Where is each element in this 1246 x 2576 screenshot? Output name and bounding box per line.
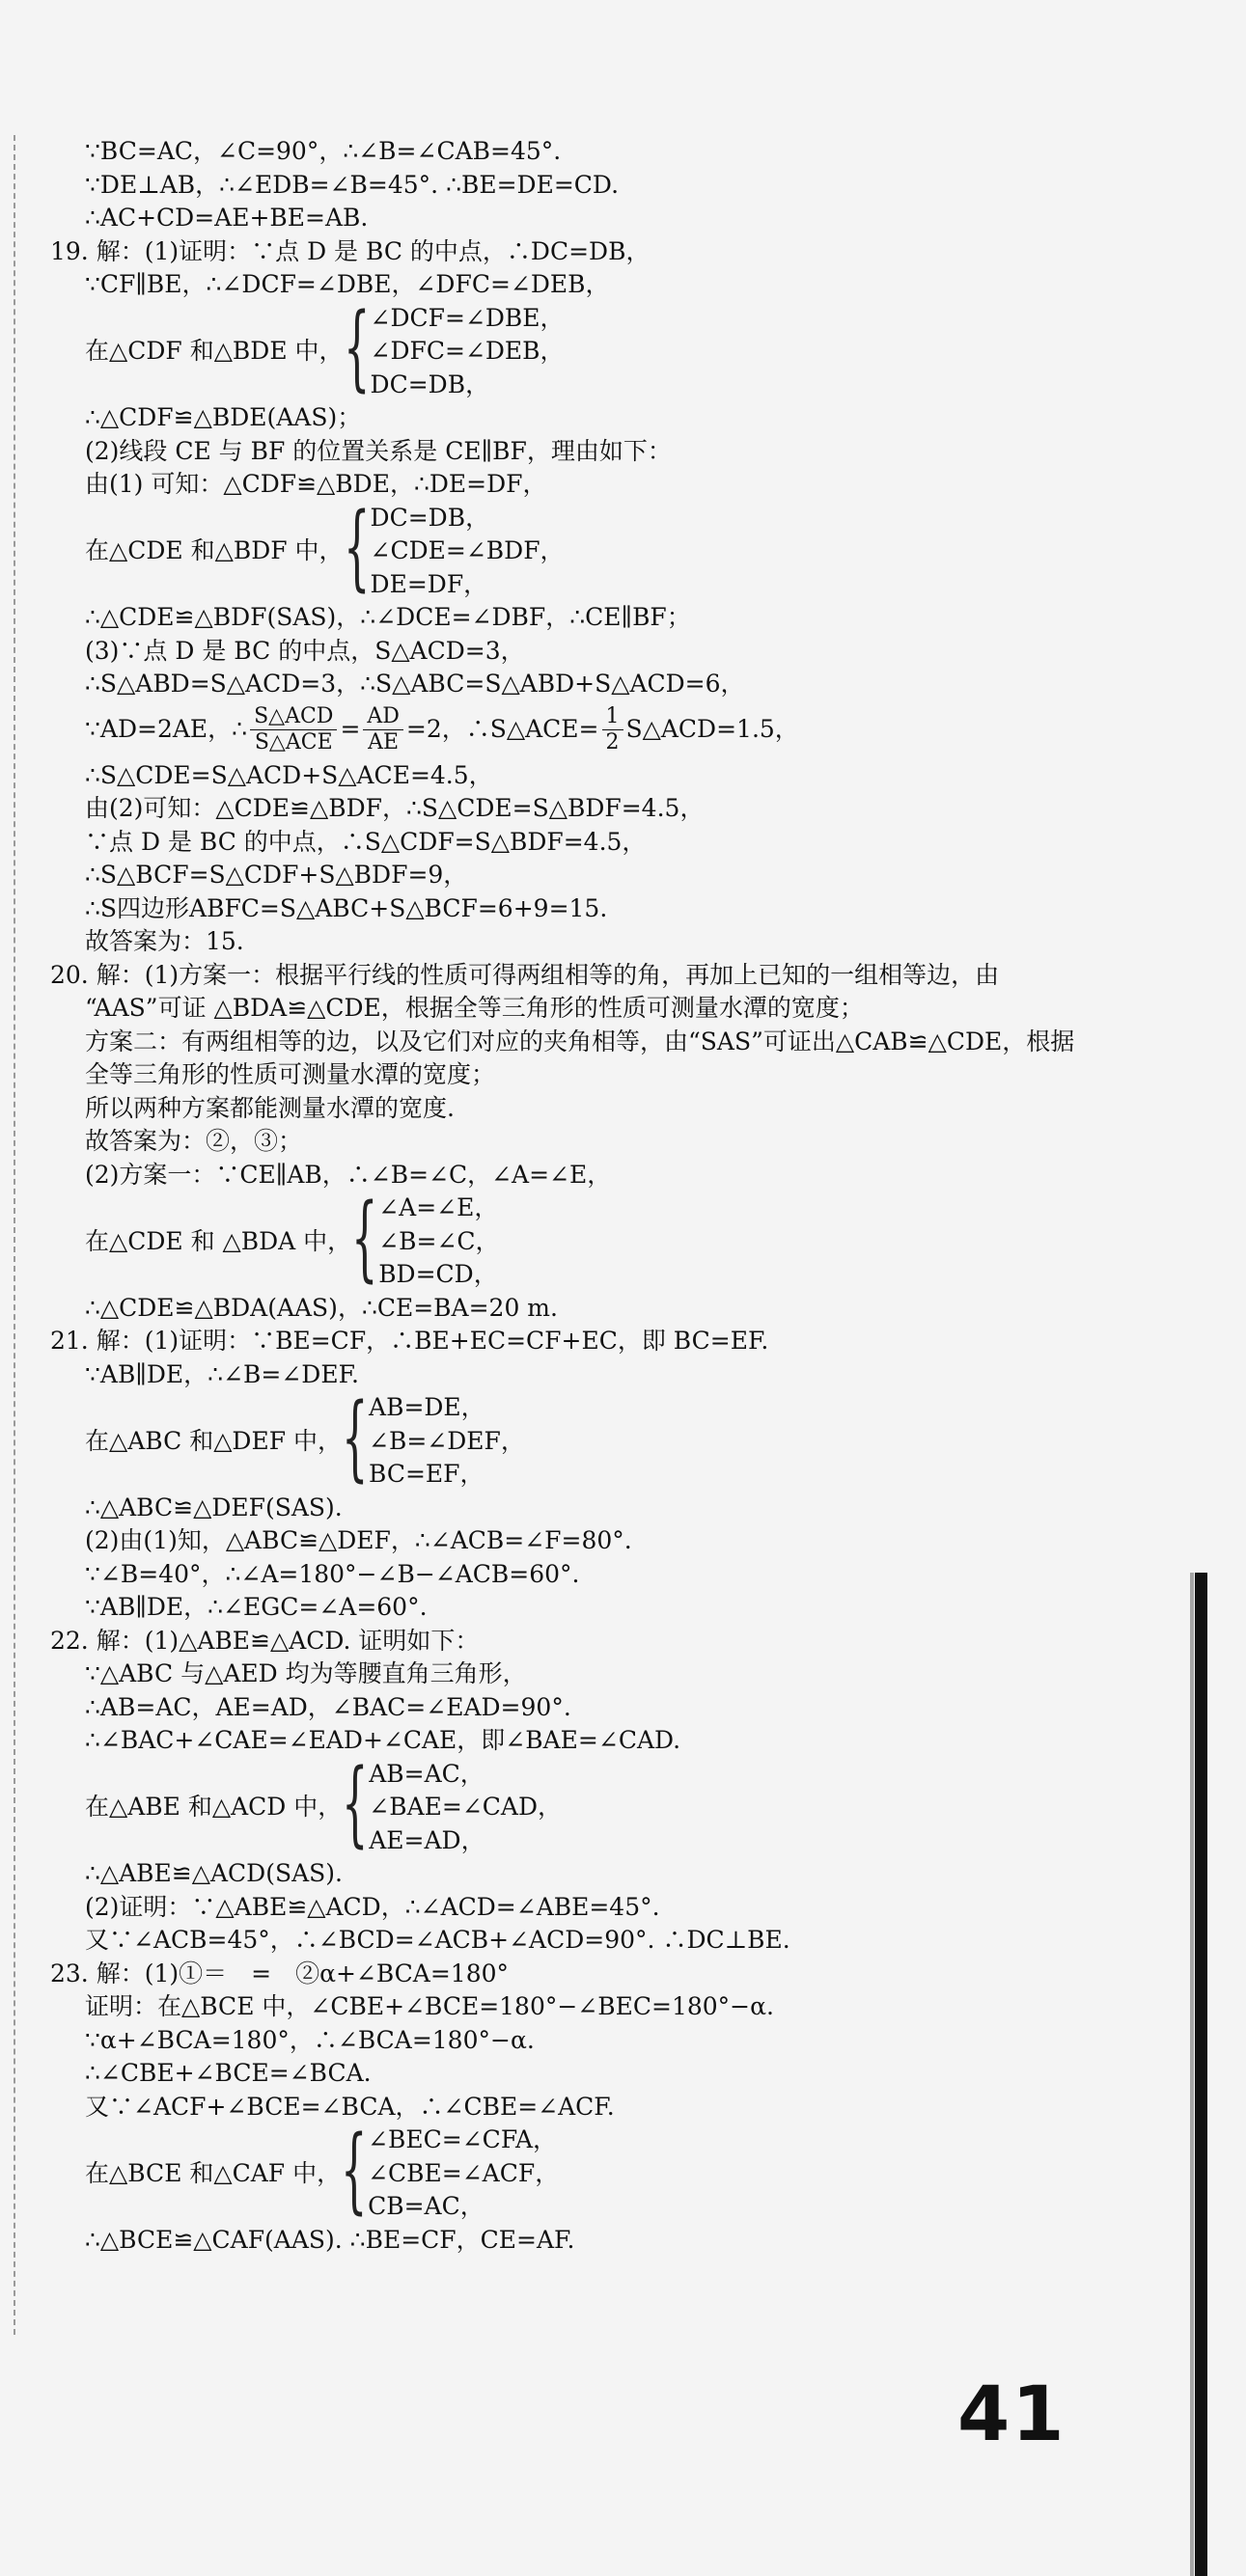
system-line: BD=CD，	[378, 1260, 498, 1288]
system-prefix: 在△BCE 和△CAF 中，	[85, 2158, 342, 2187]
text-line: ∵BC=AC，∠C=90°，∴∠B=∠CAB=45°.	[85, 137, 562, 165]
page-number: 41	[957, 2371, 1066, 2458]
brace-icon: {	[341, 2115, 368, 2224]
page-edge-shadow	[1190, 1573, 1194, 2576]
system-line: AB=AC，	[369, 1759, 485, 1788]
problem-19-heading: 19. 解：(1)证明：∵点 D 是 BC 的中点，∴DC=DB，	[50, 236, 651, 265]
text-line: (2)方案一：∵CE∥AB，∴∠B=∠C，∠A=∠E，	[85, 1160, 612, 1189]
brace-icon: {	[342, 1749, 369, 1858]
text-line: (2)证明：∵△ABE≌△ACD，∴∠ACD=∠ABE=45°.	[85, 1892, 660, 1921]
text-line: ∵CF∥BE，∴∠DCF=∠DBE，∠DFC=∠DEB，	[85, 270, 610, 298]
system-prefix: 在△CDE 和 △BDA 中，	[85, 1226, 352, 1255]
text-line: “AAS”可证 △BDA≌△CDE，根据全等三角形的性质可测量水潭的宽度；	[85, 994, 864, 1022]
system-line: DC=DB，	[370, 370, 490, 398]
text-line: 故答案为：②，③；	[85, 1127, 303, 1155]
system-line: ∠B=∠C，	[378, 1226, 500, 1255]
equation-system	[50, 493, 1170, 602]
equation-system	[50, 2115, 1170, 2224]
fraction-denominator: S△ACE	[254, 730, 333, 754]
system-line: ∠BAE=∠CAD，	[369, 1793, 562, 1821]
text-line: ∴S四边形ABFC=S△ABC+S△BCF=6+9=15.	[85, 893, 608, 922]
equation-system	[50, 293, 1170, 402]
fraction-denominator: 2	[605, 730, 620, 754]
text-line: ∵△ABC 与△AED 均为等腰直角三角形，	[85, 1659, 527, 1687]
fraction	[250, 704, 337, 755]
text-line: ∴S△ABD=S△ACD=3，∴S△ABC=S△ABD+S△ACD=6，	[85, 670, 745, 698]
text-line: ∴△CDE≌△BDA(AAS)，∴CE=BA=20 m.	[85, 1293, 558, 1322]
equation-system	[50, 1183, 1170, 1292]
problem-22-heading: 22. 解：(1)△ABE≌△ACD. 证明如下：	[50, 1626, 480, 1655]
fraction-denominator: AE	[368, 730, 400, 754]
solution-text	[50, 135, 1170, 2257]
fraction-line	[50, 701, 1170, 759]
text-line: 全等三角形的性质可测量水潭的宽度；	[85, 1060, 496, 1088]
text-line: ∴AB=AC，AE=AD，∠BAC=∠EAD=90°.	[85, 1692, 571, 1721]
problem-21-heading: 21. 解：(1)证明：∵BE=CF，∴BE+EC=CF+EC，即 BC=EF.	[50, 1327, 769, 1355]
fraction-numerator: AD	[363, 704, 403, 730]
system-line: ∠CBE=∠ACF，	[368, 2158, 560, 2187]
binding-dashed-line	[14, 135, 15, 2335]
system-line: ∠DCF=∠DBE，	[370, 303, 565, 332]
fraction-numerator: 1	[602, 704, 623, 730]
text-line: ∵AB∥DE，∴∠B=∠DEF.	[85, 1359, 359, 1388]
text-line: ∵DE⊥AB，∴∠EDB=∠B=45°. ∴BE=DE=CD.	[85, 170, 620, 199]
brace-icon: {	[343, 293, 371, 402]
brace-icon: {	[342, 1383, 369, 1492]
brace-icon: {	[343, 493, 371, 602]
system-prefix: 在△ABE 和△ACD 中，	[85, 1793, 343, 1821]
text-line: 所以两种方案都能测量水潭的宽度.	[85, 1093, 455, 1122]
system-line: ∠CDE=∠BDF，	[370, 536, 565, 564]
text-line: ∴△CDE≌△BDF(SAS)，∴∠DCE=∠DBF，∴CE∥BF；	[85, 603, 691, 631]
system-line: ∠DFC=∠DEB，	[370, 337, 565, 365]
system-line: ∠B=∠DEF，	[369, 1426, 525, 1455]
system-line: AE=AD，	[369, 1825, 485, 1854]
text-line: 证明：在△BCE 中，∠CBE+∠BCE=180°−∠BEC=180°−α.	[85, 1992, 774, 2020]
text-line: 由(1) 可知：△CDF≌△BDE，∴DE=DF，	[85, 470, 547, 498]
problem-23-heading: 23. 解：(1)①＝ = ②α+∠BCA=180°	[50, 1959, 510, 1987]
system-prefix: 在△CDF 和△BDE 中，	[85, 337, 344, 365]
text-line: 方案二：有两组相等的边，以及它们对应的夹角相等，由“SAS”可证出△CAB≌△CDE，根据	[85, 1027, 1075, 1055]
brace-icon: {	[351, 1183, 378, 1292]
text-line: 又∵∠ACB=45°，∴∠BCD=∠ACB+∠ACD=90°. ∴DC⊥BE.	[85, 1926, 790, 1954]
text-line: ∴AC+CD=AE+BE=AB.	[85, 204, 369, 232]
system-line: DC=DB，	[370, 503, 490, 532]
text-line: ∴△ABC≌△DEF(SAS).	[85, 1493, 343, 1521]
system-prefix: 在△ABC 和△DEF 中，	[85, 1426, 343, 1455]
system-prefix: 在△CDE 和△BDF 中，	[85, 536, 344, 564]
equation-system	[50, 1383, 1170, 1492]
system-line: BC=EF，	[369, 1460, 485, 1488]
text-line: 由(2)可知：△CDE≌△BDF，∴S△CDE=S△BDF=4.5，	[85, 794, 705, 822]
equals-sign: =	[340, 715, 361, 744]
text-line: 又∵∠ACF+∠BCE=∠BCA，∴∠CBE=∠ACF.	[85, 2092, 615, 2121]
text-line: ∴∠CBE+∠BCE=∠BCA.	[85, 2059, 372, 2087]
system-line: DE=DF，	[370, 569, 488, 598]
text-line: ∴∠BAC+∠CAE=∠EAD+∠CAE，即∠BAE=∠CAD.	[85, 1726, 681, 1754]
system-line: ∠A=∠E，	[378, 1193, 499, 1221]
page-edge-bar	[1195, 1573, 1207, 2576]
system-line: AB=DE，	[369, 1393, 485, 1421]
text-line: ∵∠B=40°，∴∠A=180°−∠B−∠ACB=60°.	[85, 1559, 580, 1588]
text-line: (2)线段 CE 与 BF 的位置关系是 CE∥BF，理由如下：	[85, 436, 672, 465]
fraction-middle: =2，∴S△ACE=	[405, 715, 599, 744]
text-line: ∵α+∠BCA=180°，∴∠BCA=180°−α.	[85, 2025, 535, 2054]
problem-20-heading: 20. 解：(1)方案一：根据平行线的性质可得两组相等的角，再加上已知的一组相等边，由	[50, 960, 1000, 989]
text-line: (2)由(1)知，△ABC≌△DEF，∴∠ACB=∠F=80°.	[85, 1526, 632, 1554]
text-line: ∵点 D 是 BC 的中点，∴S△CDF=S△BDF=4.5，	[85, 827, 647, 856]
fraction-numerator: S△ACD	[250, 704, 337, 730]
text-line: ∴△BCE≌△CAF(AAS). ∴BE=CF，CE=AF.	[85, 2225, 575, 2254]
text-line: ∴△ABE≌△ACD(SAS).	[85, 1859, 343, 1887]
text-line: ∴△CDF≌△BDE(AAS)；	[85, 403, 362, 431]
text-line: ∴S△BCF=S△CDF+S△BDF=9，	[85, 861, 468, 889]
fraction-suffix: S△ACD=1.5，	[625, 715, 799, 744]
system-line: ∠BEC=∠CFA，	[368, 2125, 558, 2153]
fraction-prefix: ∵AD=2AE，∴	[85, 715, 248, 744]
fraction	[363, 704, 403, 755]
text-line: ∵AB∥DE，∴∠EGC=∠A=60°.	[85, 1593, 428, 1621]
text-line: ∴S△CDE=S△ACD+S△ACE=4.5，	[85, 760, 493, 789]
text-line: (3)∵点 D 是 BC 的中点，S△ACD=3，	[85, 636, 525, 665]
system-line: CB=AC，	[368, 2192, 485, 2220]
fraction	[602, 704, 623, 755]
text-line: 故答案为：15.	[85, 927, 244, 955]
equation-system	[50, 1749, 1170, 1858]
